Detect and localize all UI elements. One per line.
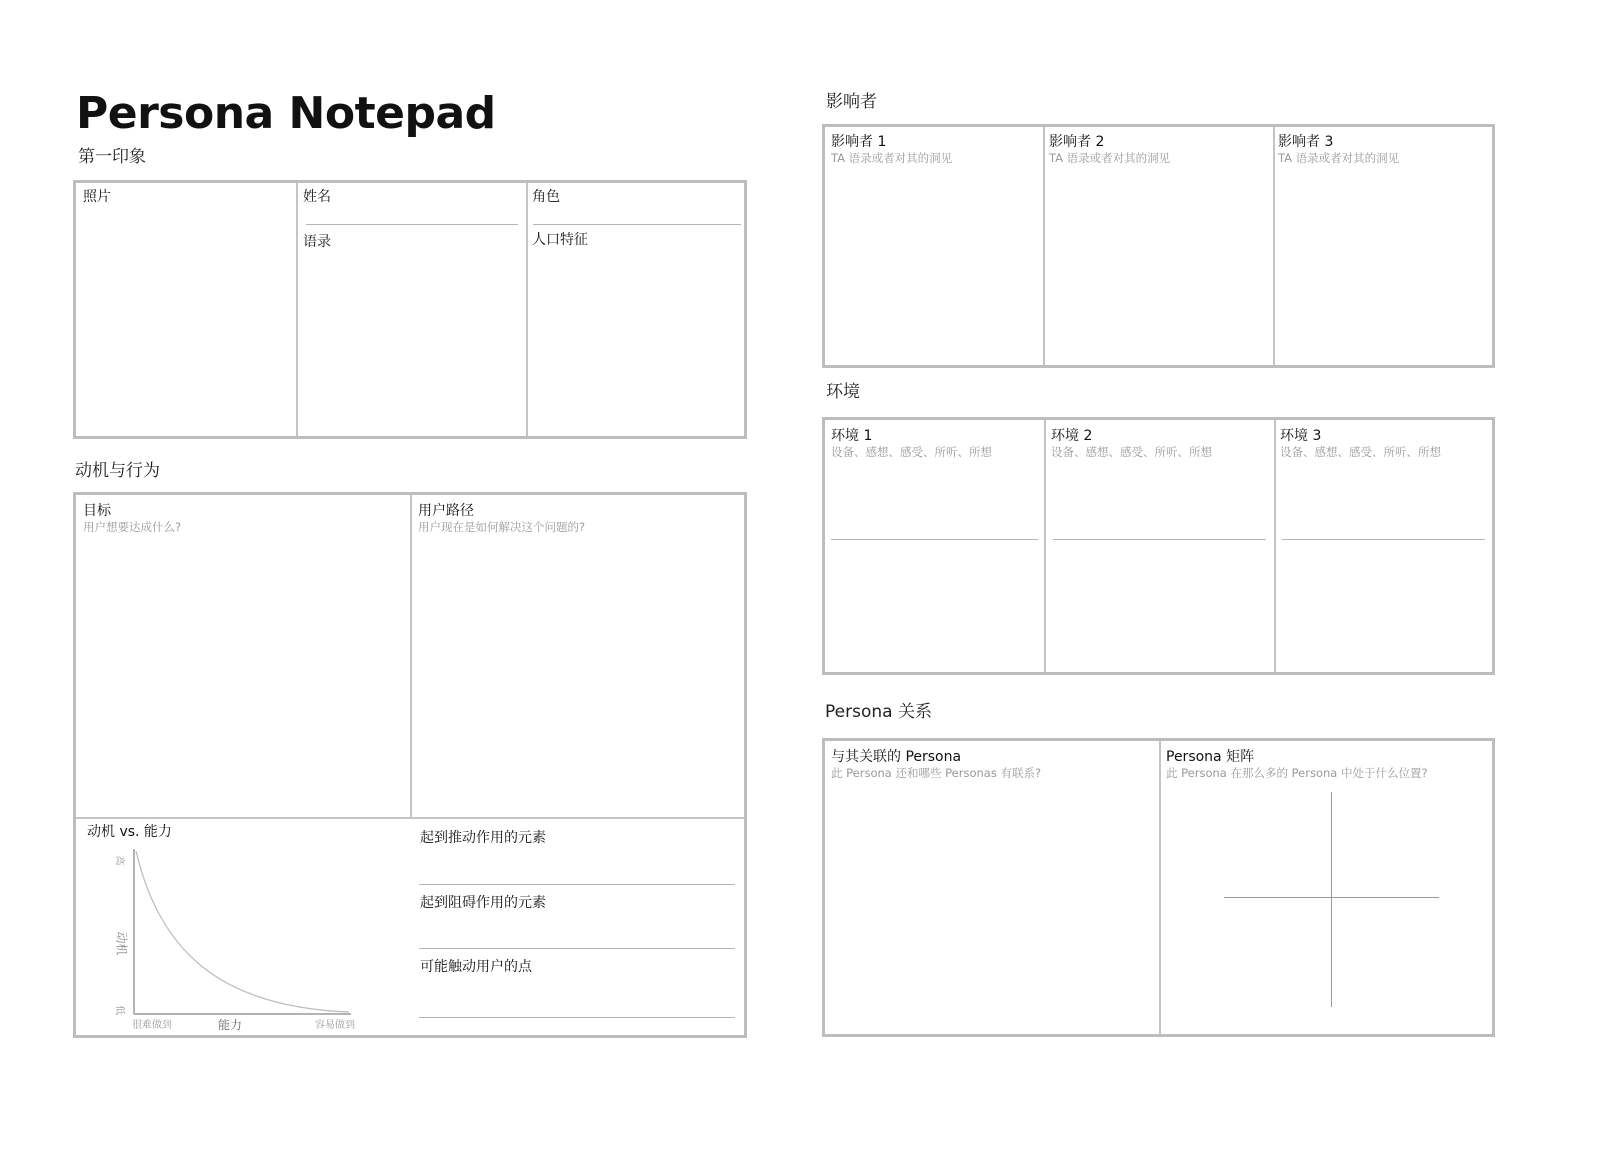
related-persona-label: 与其关联的 Persona [831, 749, 962, 765]
motivation-ability-chart [106, 847, 366, 1037]
role-line [533, 224, 741, 225]
environment-3-line [1282, 539, 1485, 540]
y-axis-label: 动机 [114, 931, 129, 956]
photo-label: 照片 [83, 189, 111, 205]
first-impression-card [73, 180, 747, 439]
environment-2-hint: 设备、感想、感受、所听、所想 [1051, 445, 1212, 459]
y-high-label: 高 [113, 855, 125, 866]
relations-card [822, 738, 1495, 1037]
environment-2-label: 环境 2 [1051, 428, 1093, 444]
x-left-label: 很难做到 [132, 1020, 172, 1031]
influencer-2-label: 影响者 2 [1049, 134, 1105, 150]
divider [410, 495, 412, 817]
influencer-1-hint: TA 语录或者对其的洞见 [831, 151, 953, 165]
journey-label: 用户路径 [418, 503, 474, 519]
name-line [306, 224, 518, 225]
influencers-heading: 影响者 [826, 92, 877, 112]
environment-1-label: 环境 1 [831, 428, 873, 444]
triggers-line [419, 1017, 735, 1018]
x-axis-label: 能力 [218, 1018, 243, 1032]
drivers-label: 起到推动作用的元素 [420, 830, 546, 846]
role-label: 角色 [532, 189, 560, 205]
influencer-3-label: 影响者 3 [1278, 134, 1334, 150]
divider [1044, 420, 1046, 672]
matrix-horizontal-axis [1224, 897, 1439, 898]
relations-heading: Persona 关系 [825, 702, 932, 722]
demographics-label: 人口特征 [532, 232, 588, 248]
related-persona-hint: 此 Persona 还和哪些 Personas 有联系? [831, 766, 1042, 780]
environment-heading: 环境 [826, 382, 860, 402]
persona-matrix-hint: 此 Persona 在那么多的 Persona 中处于什么位置? [1166, 766, 1428, 780]
x-right-label: 容易做到 [315, 1020, 355, 1031]
journey-hint: 用户现在是如何解决这个问题的? [418, 520, 586, 534]
barriers-label: 起到阻碍作用的元素 [420, 895, 546, 911]
barriers-line [419, 948, 735, 949]
divider [1273, 127, 1275, 365]
influencers-card [822, 124, 1495, 368]
environment-1-hint: 设备、感想、感受、所听、所想 [831, 445, 992, 459]
goal-hint: 用户想要达成什么? [83, 520, 182, 534]
page-title: Persona Notepad [76, 88, 496, 139]
quote-label: 语录 [303, 234, 331, 250]
first-impression-heading: 第一印象 [78, 147, 146, 167]
influencer-1-label: 影响者 1 [831, 134, 887, 150]
motivation-ability-label: 动机 vs. 能力 [87, 824, 172, 840]
influencer-2-hint: TA 语录或者对其的洞见 [1049, 151, 1171, 165]
environment-3-hint: 设备、感想、感受、所听、所想 [1280, 445, 1441, 459]
goal-label: 目标 [83, 503, 111, 519]
environment-3-label: 环境 3 [1280, 428, 1322, 444]
influencer-3-hint: TA 语录或者对其的洞见 [1278, 151, 1400, 165]
motivation-card [73, 492, 747, 1038]
divider [526, 183, 528, 436]
environment-1-line [831, 539, 1038, 540]
persona-matrix-label: Persona 矩阵 [1166, 749, 1255, 765]
motivation-heading: 动机与行为 [75, 461, 160, 481]
divider [1274, 420, 1276, 672]
triggers-label: 可能触动用户的点 [420, 959, 532, 975]
environment-2-line [1053, 539, 1266, 540]
divider [1043, 127, 1045, 365]
divider [76, 817, 744, 819]
motivation-curve [136, 851, 349, 1012]
name-label: 姓名 [303, 189, 331, 205]
divider [296, 183, 298, 436]
y-low-label: 低 [113, 1005, 125, 1016]
drivers-line [419, 884, 735, 885]
environment-card [822, 417, 1495, 675]
matrix-vertical-axis [1331, 792, 1332, 1007]
divider [1159, 741, 1161, 1034]
